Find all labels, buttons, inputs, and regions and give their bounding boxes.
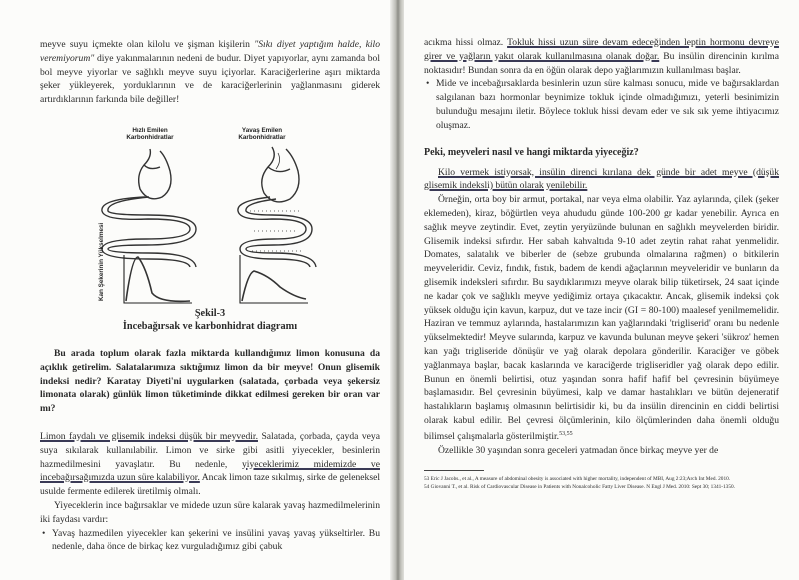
fruit-text: Örneğin, orta boy bir armut, portakal, nar veya elma olabilir. Yaz aylarında, çilek (şeker eklemeden), kiraz, böğürtlen veya ahududu günde 100-200 gr kadar yenebilir. Ayrıca en sağlık meyve zeytindir. Evet, zeytin yeryüzünde bulunan en sağlıklı meyvelerden biridir. Glisemik indeksi sıfırdır. Her sabah kahvaltıda 9-10 adet zeytin rahat rahat yenmelidir. Domates, salatalık ve biberler de (sebze grubunda olmalarına rağmen) o bitkilerin meyveleridir. Ceviz, fındık, fıstık, badem de kendi ağaçlarının meyveleridir ve bunların da glisemik indeksleri sıfırdır. Bu saydıklarımızı meyve olarak bilip tüketirsek, 24 saat içinde ne kadar çok ve sağlıklı meyve yediğimiz ortaya çıkacaktır. Ancak, glisemik indeksi çok yüksek olduğu için kavun, karpuz, dut ve taze incir (GI = 80-100) maalesef yenilmemelidir. Haziran ve temmuz aylarında, hastalarımızın kan yağlarındaki 'trigliserid' oranı bu nedenle yükselmektedir! Meyve sularında, karpuz ve kavunda bulunan meyve şekeri 'sükroz' hemen kan yağı trigliseride dönüşür ve yağ olarak depolara gönderilir. Karaciğer ve göbek yağlanmaya başlar, bacak kaslarında ve karaciğerde trigliseridler yağ olarak depo edilir. Bunun en önemli belirtisi, otuz yaşından sonra hafif hafif bel çevresinin büyümeye başlamasıdır. Bel çevresinin büyümesi, kalp ve damar hastalıkları ve bütün dejeneratif hastalıkların başlamış olmasının belirtisidir ki, bu da insülin direncinin en ciddi belirtisi olarak kabul edilir. Bel çevresi ölçümlerinin, kilo ölçümlerinden daha önemli olduğu bilimsel çalışmalarla gösterilmiştir.: [424, 194, 779, 442]
intro-quote: "Sıkı diyet yaptığım halde, kilo veremiyorum": [40, 39, 380, 64]
intro-text: meyve suyu içmekte olan kilolu ve şişman kişilerin: [40, 39, 255, 50]
lemon-text-2: Salatada, çorbada, çayda veya suya sıkılarak kullanılabilir. Limon ve sirke gibi asitli yiyecekler, besinlerin hazmedilmesini yavaşlatır. Bu nedenle,: [40, 430, 380, 470]
intro-paragraph: [40, 38, 380, 107]
slow-carbs-label: Yavaş Emilen Karbonhidratlar: [238, 126, 286, 142]
fruit-paragraph: [424, 193, 779, 444]
benefits-intro: Yiyeceklerin ince bağırsaklar ve midede uzun süre kalarak yavaş hazmedilmelerinin iki faydası vardır:: [40, 499, 380, 525]
figure-diagram: [40, 127, 380, 305]
closing-paragraph: Özellikle 30 yaşından sonra geceleri yatmadan önce birkaç meyve yer de: [438, 444, 719, 456]
lemon-text-3: Ancak limon taze sıkılmış, sirke de geleneksel usulde fermente edilerek üretilmiş olmalı.: [40, 472, 380, 498]
intro-text-2: diye yakınmalarının nedeni de budur. Diyet yapıyorlar, aynı zamanda bol bol meyve yiyorlar ve sağlıklı meyve suyu içiyorlar. Karaciğerlerine aşırı miktarda şeker yükleyerek, yorduklarının ve de karaciğerlerinin yağlanmasını giderek artırdıklarının farkında bile değiller!: [40, 52, 380, 106]
fast-carbs-label: Hızlı Emilen Karbonhidratlar: [126, 126, 174, 142]
footnote-2: 54 Giovanni T., et al. Risk of Cardiovascular Disease in Patients with Nonalcoholic Fatty Liver Disease. N Engl J Med. 2010: Sept 30; 1341-1350.: [424, 483, 735, 490]
footnote-1: 53 Eric J Jacobs., et al., A measure of abdominal obesity is associated with higher mortality, independent of MBI, Aug 2:23;Arch Int Med. 2010.: [424, 475, 731, 482]
lemon-underlined-2: yiyeceklerimiz midemizde ve incebağırsağımızda uzun süre kalabiliyor.: [40, 458, 380, 484]
fruit-intro-underlined: Kilo vermek istiyorsak, insülin direnci kırılana dek günde bir adet meyve (düşük glisemik indeksli) bütün olarak yenilebilir.: [424, 166, 779, 192]
benefit-item-1: • Yavaş hazmedilen yiyecekler kan şekerini ve insülini yavaş yavaş yükseltirler. Bu nedenle, daha önce de birkaç kez vurguladığımız gibi çabuk: [52, 527, 380, 555]
right-bullet-list: [424, 77, 779, 132]
lemon-question: Bu arada toplum olarak fazla miktarda kullandığımız limon konusuna da açıklık getirelim. Salatalarımıza sıktığımız limon da bir meyve! Onun glisemik indeksi nedir? Karatay Diyeti'ni uygularken (salatada, çorbada veya şekersiz limonata olarak) günlük limon tüketiminde dikkat edilmesi gereken bir oran var mı?: [40, 347, 380, 415]
top-text-2: Bu insülin direncinin kırılma noktasıdır! Bundan sonra da en öğün olarak depo yağlarımızın kullanılması başlar.: [424, 50, 780, 76]
intestine-diagram: [40, 127, 370, 305]
top-text-1: acıkma hissi olmaz.: [424, 37, 508, 48]
bullet-item-1: • Mide ve incebağırsaklarda besinlerin uzun süre kalması sonucu, mide ve bağırsaklardan salgılanan bazı hormonlar beynimize tokluk içinde olmadığımızı, yeterli besinimizin bulunduğu mesajını iletir. Böylece tokluk hissi devam eder ve sık sık yeme ihtiyacımız oluşmaz.: [436, 77, 779, 132]
fast-curve: [126, 257, 190, 301]
lemon-underlined-1: Limon faydalı ve glisemik indeksi düşük bir meyvedir.: [40, 430, 258, 442]
figure-y-label: Kan Şekerinin Yükselmesi: [98, 222, 105, 301]
footnote-rule: [424, 470, 484, 471]
right-page: [404, 0, 799, 580]
left-page: [0, 0, 392, 580]
benefits-list: [40, 527, 380, 555]
slow-curve: [242, 271, 306, 301]
lemon-paragraph: [40, 430, 380, 499]
footnote-ref: 53,55: [559, 430, 573, 437]
top-underlined: Tokluk hissi uzun süre devam edeceğinden leptin hormonu devreye girer ve yağların yakıt olarak kullanılmasına olanak doğar.: [424, 37, 780, 62]
figure-caption: İncebağırsak ve karbonhidrat diagramı: [122, 320, 298, 332]
section-heading: Peki, meyveleri nasıl ve hangi miktarda yiyeceğiz?: [424, 146, 639, 158]
top-paragraph: [424, 36, 779, 77]
figure-number: Şekil-3: [194, 307, 226, 319]
